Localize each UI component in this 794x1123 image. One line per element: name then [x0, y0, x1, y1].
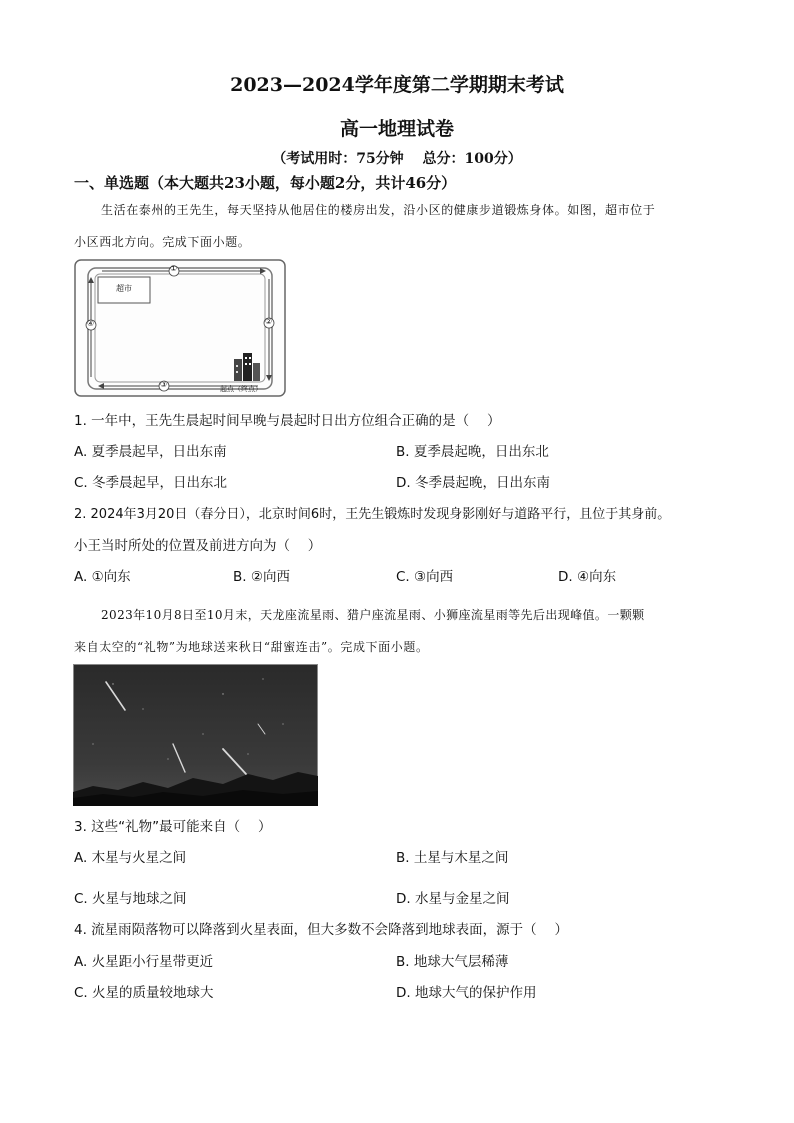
q1-option-c[interactable]: C. 冬季晨起早，日出东北 [74, 475, 228, 491]
route-4-label: ④ [87, 319, 95, 328]
route-3-label: ③ [160, 380, 168, 389]
q3-option-b[interactable]: B. 土星与木星之间 [396, 850, 509, 866]
q3-stem: 3. 这些“礼物”最可能来自（ ） [74, 819, 272, 835]
meteor-photo-drawing [73, 664, 318, 806]
q1-option-a[interactable]: A. 夏季晨起早，日出东南 [74, 444, 227, 460]
passage1-line2: 小区西北方向。完成下面小题。 [74, 235, 251, 249]
exam-info: （考试用时：75分钟 总分：100分） [272, 151, 522, 167]
q1-option-b[interactable]: B. 夏季晨起晚，日出东北 [396, 444, 549, 460]
map-drawing [74, 259, 286, 397]
passage2-line2: 来自太空的“礼物”为地球送来秋日“甜蜜连击”。完成下面小题。 [74, 640, 429, 654]
supermarket-label: 超市 [116, 284, 132, 293]
passage1-line1: 生活在泰州的王先生，每天坚持从他居住的楼房出发，沿小区的健康步道锻炼身体。如图，超市位于 [101, 203, 656, 217]
q1-stem: 1. 一年中，王先生晨起时间早晚与晨起时日出方位组合正确的是（ ） [74, 413, 501, 429]
passage2-line1: 2023年10月8日至10月末，天龙座流星雨、猎户座流星雨、小狮座流星雨等先后出现峰值。一颗颗 [101, 608, 645, 622]
q4-option-a[interactable]: A. 火星距小行星带更近 [74, 954, 214, 970]
q2-option-c[interactable]: C. ③向西 [396, 569, 454, 585]
q3-option-c[interactable]: C. 火星与地球之间 [74, 891, 187, 907]
q2-option-d[interactable]: D. ④向东 [558, 569, 617, 585]
section-heading: 一、单选题（本大题共23小题，每小题2分，共计46分） [74, 174, 457, 192]
q2-option-a[interactable]: A. ①向东 [74, 569, 131, 585]
route-2-label: ② [265, 317, 273, 326]
q3-option-a[interactable]: A. 木星与火星之间 [74, 850, 187, 866]
q2-stem-line2: 小王当时所处的位置及前进方向为（ ） [74, 538, 322, 554]
route-1-label: ① [170, 264, 178, 273]
q2-stem-line1: 2. 2024年3月20日（春分日），北京时间6时，王先生锻炼时发现身影刚好与道路平行，且位于其身前。 [74, 507, 671, 522]
meteor-shower-photo [73, 664, 318, 806]
q4-option-d[interactable]: D. 地球大气的保护作用 [396, 985, 537, 1001]
q2-option-b[interactable]: B. ②向西 [233, 569, 290, 585]
q3-option-d[interactable]: D. 水星与金星之间 [396, 891, 510, 907]
start-end-label: 起点（终点） [220, 385, 262, 393]
exam-subtitle: 高一地理试卷 [339, 118, 454, 140]
q4-option-b[interactable]: B. 地球大气层稀薄 [396, 954, 509, 970]
exam-title: 2023—2024学年度第二学期期末考试 [230, 74, 564, 96]
q4-option-c[interactable]: C. 火星的质量较地球大 [74, 985, 214, 1001]
q1-option-d[interactable]: D. 冬季晨起晚，日出东南 [396, 475, 550, 491]
community-route-map [74, 259, 286, 397]
q4-stem: 4. 流星雨陨落物可以降落到火星表面，但大多数不会降落到地球表面，源于（ ） [74, 922, 568, 938]
